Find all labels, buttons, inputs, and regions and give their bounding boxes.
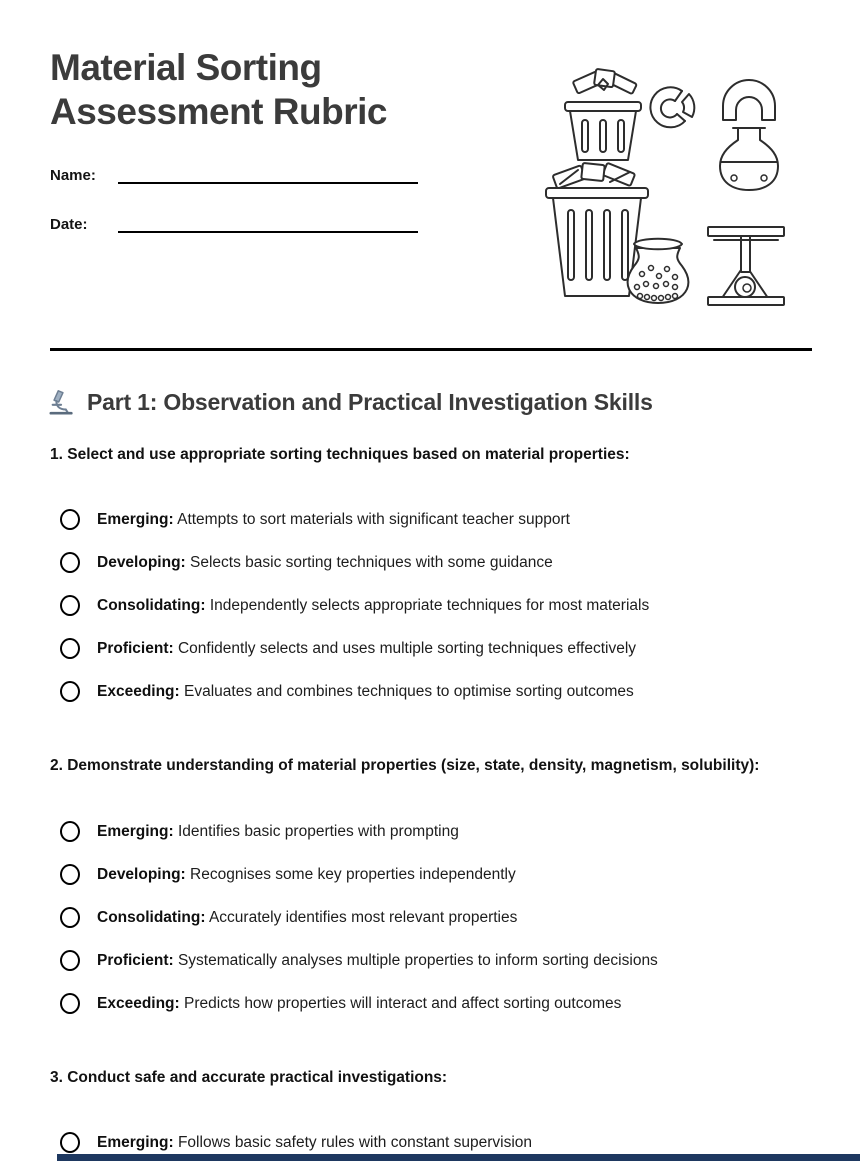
name-input-line[interactable]: [118, 160, 418, 184]
option-row: [60, 681, 820, 702]
section-title: Part 1: Observation and Practical Investigation Skills: [87, 388, 653, 415]
option-description: Identifies basic properties with prompting: [177, 822, 459, 840]
radio-button[interactable]: [60, 595, 80, 616]
option-level: Proficient:: [97, 639, 174, 657]
option-level: Emerging:: [97, 510, 174, 528]
option-description: Predicts how properties will interact and affect sorting outcomes: [184, 994, 622, 1012]
option-description: Accurately identifies most relevant properties: [208, 908, 518, 926]
materials-illustration: [538, 58, 820, 310]
name-field: [50, 160, 418, 184]
question-2-options: [60, 821, 820, 1036]
option-row: [60, 864, 820, 885]
radio-button[interactable]: [60, 681, 80, 702]
option-row: [60, 595, 820, 616]
option-level: Developing:: [97, 553, 186, 571]
radio-button[interactable]: [60, 864, 80, 885]
option-level: Exceeding:: [97, 682, 180, 700]
option-row: [60, 552, 820, 573]
option-row: [60, 821, 820, 842]
option-description: Systematically analyses multiple properties to inform sorting decisions: [177, 951, 658, 969]
trash-can-small-icon: [565, 69, 641, 160]
radio-button[interactable]: [60, 509, 80, 530]
radio-button[interactable]: [60, 1132, 80, 1153]
microscope-icon: [48, 388, 76, 416]
option-level: Proficient:: [97, 951, 174, 969]
date-label: Date:: [50, 216, 88, 233]
option-description: Follows basic safety rules with constant supervision: [177, 1133, 533, 1151]
date-field: [50, 209, 418, 233]
option-row: [60, 993, 820, 1014]
question-3-label: 3. Conduct safe and accurate practical investigations:: [50, 1069, 448, 1086]
name-label: Name:: [50, 167, 96, 184]
option-description: Selects basic sorting techniques with some guidance: [190, 553, 553, 571]
radio-button[interactable]: [60, 552, 80, 573]
option-row: [60, 907, 820, 928]
question-2-label: 2. Demonstrate understanding of material properties (size, state, density, magnetism, solubility):: [50, 757, 760, 774]
option-level: Emerging:: [97, 1133, 174, 1151]
page-title: Material Sorting Assessment Rubric: [50, 47, 387, 133]
option-row: [60, 638, 820, 659]
option-row: [60, 1132, 820, 1153]
option-level: Emerging:: [97, 822, 174, 840]
option-description: Attempts to sort materials with significant teacher support: [177, 510, 570, 528]
radio-button[interactable]: [60, 950, 80, 971]
divider-rule: [50, 348, 812, 351]
option-description: Independently selects appropriate techniques for most materials: [209, 596, 650, 614]
radio-button[interactable]: [60, 638, 80, 659]
option-level: Exceeding:: [97, 994, 180, 1012]
option-level: Developing:: [97, 865, 186, 883]
date-input-line[interactable]: [118, 209, 418, 233]
flask-magnet-icon: [720, 80, 778, 190]
question-1-label: 1. Select and use appropriate sorting techniques based on material properties:: [50, 446, 630, 463]
pie-chart-icon: [650, 87, 694, 127]
radio-button[interactable]: [60, 821, 80, 842]
option-row: [60, 950, 820, 971]
radio-button[interactable]: [60, 907, 80, 928]
option-level: Consolidating:: [97, 908, 206, 926]
option-description: Confidently selects and uses multiple sorting techniques effectively: [177, 639, 637, 657]
option-level: Consolidating:: [97, 596, 206, 614]
option-description: Recognises some key properties independently: [190, 865, 516, 883]
radio-button[interactable]: [60, 993, 80, 1014]
stand-icon: [708, 227, 784, 305]
bead-jar-icon: [628, 239, 689, 303]
option-row: [60, 509, 820, 530]
question-1-options: [60, 509, 820, 724]
bottom-section-bar: [57, 1154, 860, 1161]
section-heading: [48, 388, 653, 416]
option-description: Evaluates and combines techniques to optimise sorting outcomes: [184, 682, 634, 700]
